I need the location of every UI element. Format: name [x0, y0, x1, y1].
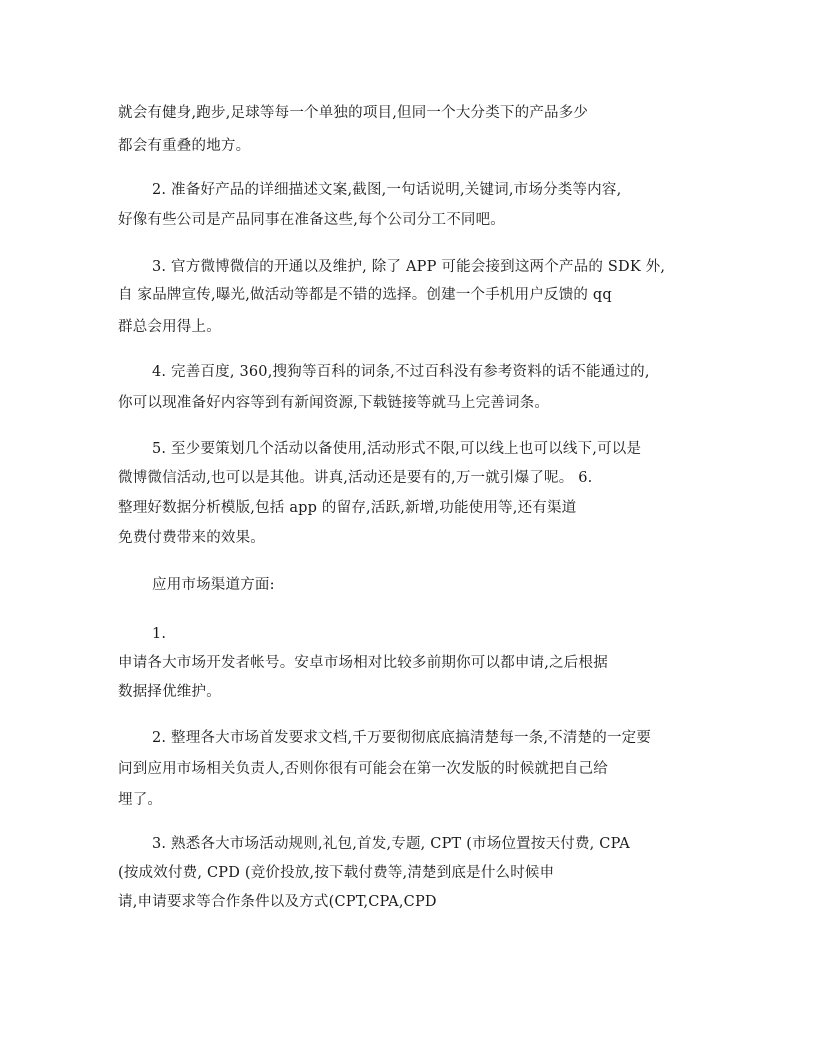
text-line: 问到应用市场相关负责人,否则你很有可能会在第一次发版的时候就把自己给: [118, 761, 608, 777]
text-line: 2. 准备好产品的详细描述文案,截图,一句话说明,关键词,市场分类等内容,: [152, 182, 622, 198]
text-line: 请,申请要求等合作条件以及方式(CPT,CPA,CPD: [118, 894, 437, 910]
text-line: 2. 整理各大市场首发要求文档,千万要彻彻底底搞清楚每一条,不清楚的一定要: [152, 730, 652, 746]
text-line: 1.: [152, 626, 167, 642]
text-line: (按成效付费, CPD (竞价投放,按下载付费等,清楚到底是什么时候申: [118, 865, 555, 881]
text-line: 整理好数据分析模版,包括 app 的留存,活跃,新增,功能使用等,还有渠道: [118, 500, 577, 516]
text-line: 你可以现准备好内容等到有新闻资源,下载链接等就马上完善词条。: [118, 395, 550, 411]
text-line: 群总会用得上。: [118, 319, 221, 335]
text-line: 4. 完善百度, 360,搜狗等百科的词条,不过百科没有参考资料的话不能通过的,: [152, 364, 650, 380]
text-line: 就会有健身,跑步,足球等每一个单独的项目,但同一个大分类下的产品多少: [118, 105, 589, 121]
text-line: 3. 熟悉各大市场活动规则,礼包,首发,专题, CPT (市场位置按天付费, CPA: [152, 836, 630, 852]
text-line: 微博微信活动,也可以是其他。讲真,活动还是要有的,万一就引爆了呢。 6.: [118, 470, 593, 486]
text-line: 埋了。: [118, 792, 163, 808]
text-line: 数据择优维护。: [118, 684, 221, 700]
text-line: 好像有些公司是产品同事在准备这些,每个公司分工不同吧。: [118, 212, 506, 228]
text-line: 3. 官方微博微信的开通以及维护, 除了 APP 可能会接到这两个产品的 SDK 外,: [152, 259, 666, 275]
text-line: 申请各大市场开发者帐号。安卓市场相对比较多前期你可以都申请,之后根据: [118, 655, 608, 671]
text-line: 都会有重叠的地方。: [118, 138, 251, 154]
text-line: 自 家品牌宣传,曝光,做活动等都是不错的选择。创建一个手机用户反馈的 qq: [118, 287, 612, 303]
text-line: 应用市场渠道方面:: [152, 577, 275, 593]
text-line: 免费付费带来的效果。: [118, 530, 265, 546]
text-line: 5. 至少要策划几个活动以备使用,活动形式不限,可以线上也可以线下,可以是: [152, 441, 642, 457]
